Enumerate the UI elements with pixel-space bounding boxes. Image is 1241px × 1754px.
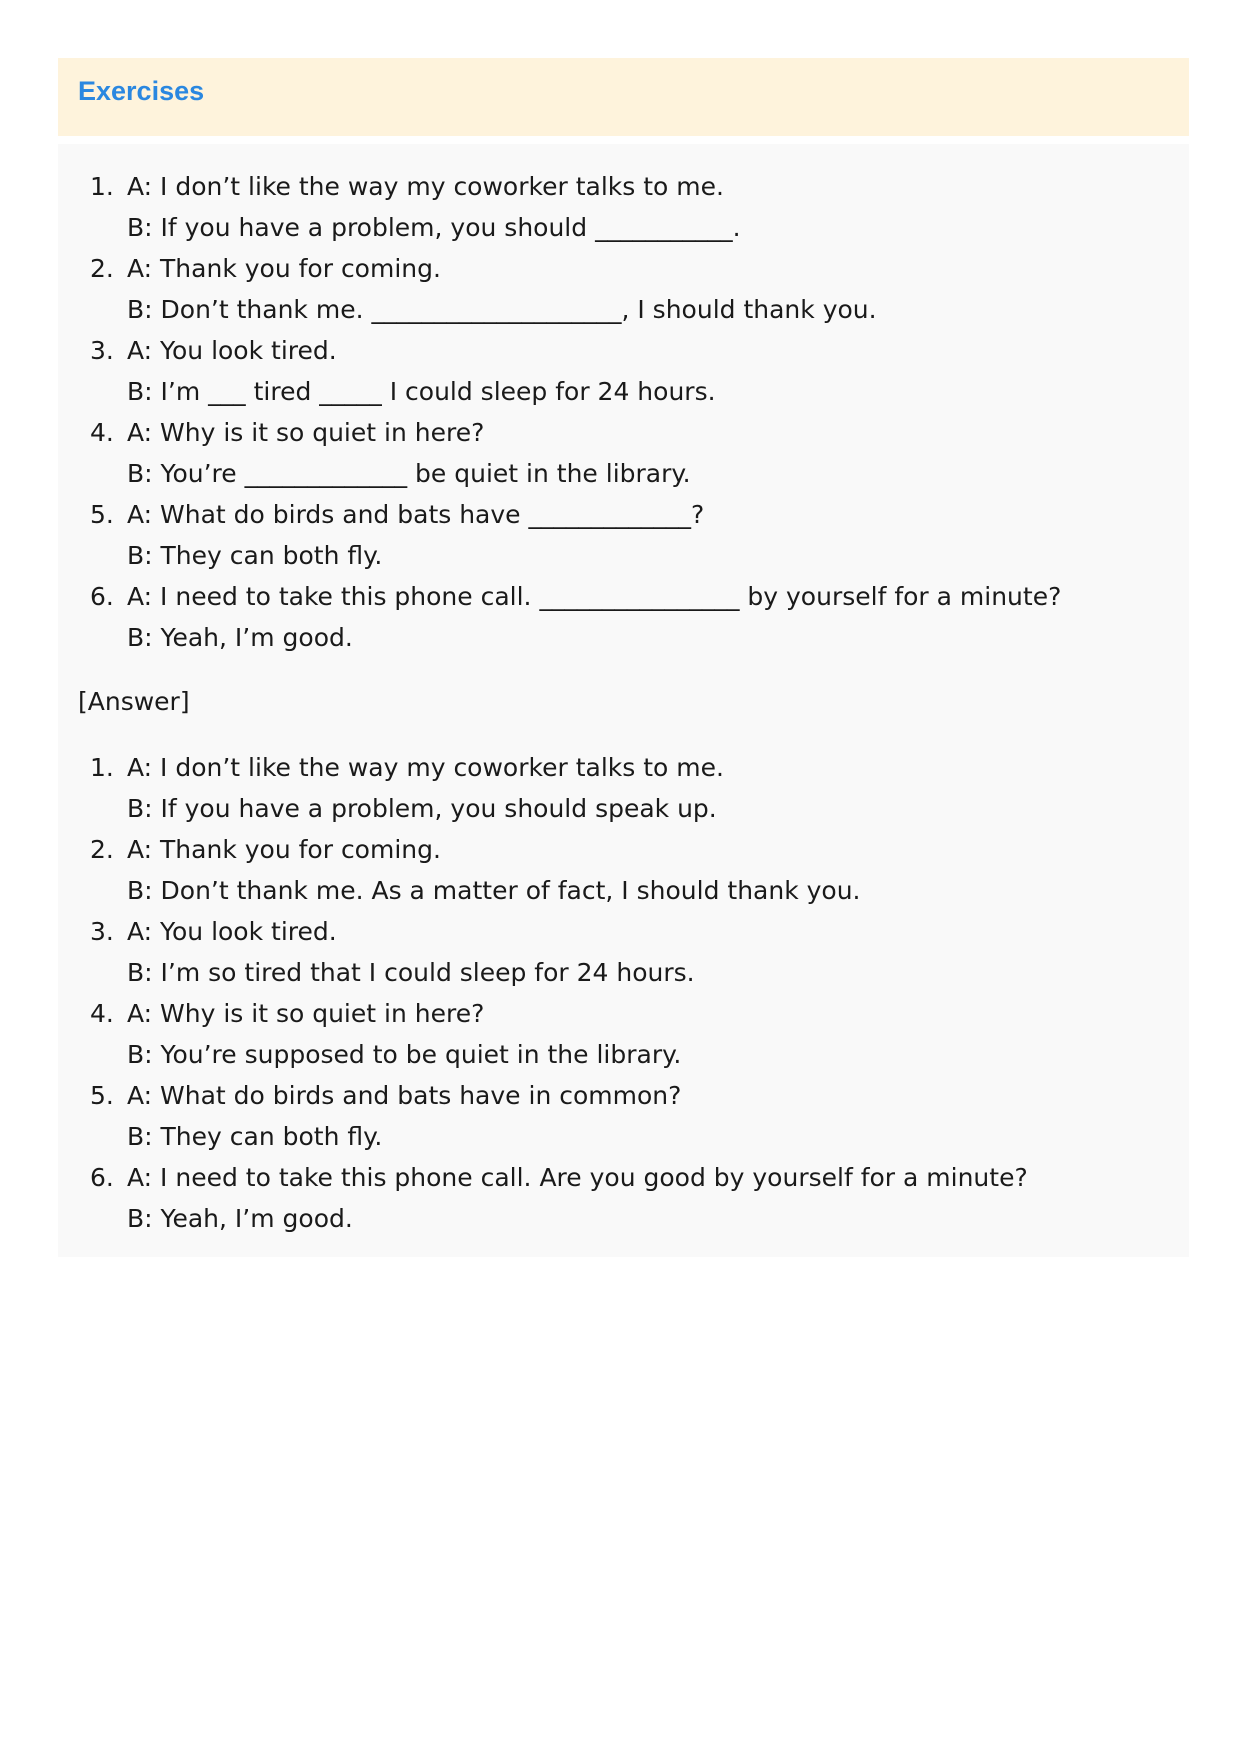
line-a: A: I need to take this phone call. ________________ by yourself for a minute? bbox=[127, 582, 1062, 611]
item-number: 6. bbox=[90, 1163, 114, 1192]
item-number: 4. bbox=[90, 999, 114, 1028]
line-a: A: I need to take this phone call. Are you good by yourself for a minute? bbox=[127, 1163, 1028, 1192]
list-item bbox=[58, 330, 1189, 412]
exercises-content bbox=[58, 144, 1189, 1257]
line-a: A: What do birds and bats have in common? bbox=[127, 1081, 682, 1110]
line-b: B: Don’t thank me. As a matter of fact, I should thank you. bbox=[127, 876, 861, 905]
list-item bbox=[58, 1157, 1189, 1239]
line-a: A: I don’t like the way my coworker talks to me. bbox=[127, 172, 724, 201]
item-number: 2. bbox=[90, 835, 114, 864]
exercises-header bbox=[58, 58, 1189, 136]
line-a: A: Thank you for coming. bbox=[127, 835, 441, 864]
item-number: 5. bbox=[90, 500, 114, 529]
line-b: B: Yeah, I’m good. bbox=[127, 1204, 353, 1233]
list-item bbox=[58, 412, 1189, 494]
answer-label: [Answer] bbox=[78, 687, 190, 716]
line-b: B: They can both fly. bbox=[127, 1122, 383, 1151]
line-a: A: Why is it so quiet in here? bbox=[127, 418, 485, 447]
exercise-list bbox=[58, 166, 1189, 658]
line-a: A: You look tired. bbox=[127, 336, 337, 365]
line-a: A: You look tired. bbox=[127, 917, 337, 946]
line-b: B: If you have a problem, you should speak up. bbox=[127, 794, 717, 823]
line-a: A: Why is it so quiet in here? bbox=[127, 999, 485, 1028]
list-item bbox=[58, 166, 1189, 248]
line-a: A: I don’t like the way my coworker talks to me. bbox=[127, 753, 724, 782]
section-title: Exercises bbox=[78, 76, 205, 106]
list-item bbox=[58, 911, 1189, 993]
line-a: A: Thank you for coming. bbox=[127, 254, 441, 283]
answer-list bbox=[58, 747, 1189, 1239]
line-a: A: What do birds and bats have _____________? bbox=[127, 500, 705, 529]
line-b: B: They can both fly. bbox=[127, 541, 383, 570]
list-item bbox=[58, 576, 1189, 658]
item-number: 5. bbox=[90, 1081, 114, 1110]
list-item bbox=[58, 1075, 1189, 1157]
item-number: 4. bbox=[90, 418, 114, 447]
item-number: 3. bbox=[90, 917, 114, 946]
line-b: B: I’m ___ tired _____ I could sleep for 24 hours. bbox=[127, 377, 716, 406]
item-number: 3. bbox=[90, 336, 114, 365]
line-b: B: If you have a problem, you should ___________. bbox=[127, 213, 741, 242]
list-item bbox=[58, 494, 1189, 576]
item-number: 1. bbox=[90, 172, 114, 201]
line-b: B: Don’t thank me. ____________________, I should thank you. bbox=[127, 295, 877, 324]
item-number: 2. bbox=[90, 254, 114, 283]
item-number: 6. bbox=[90, 582, 114, 611]
line-b: B: You’re _____________ be quiet in the library. bbox=[127, 459, 691, 488]
line-b: B: I’m so tired that I could sleep for 24 hours. bbox=[127, 958, 695, 987]
list-item bbox=[58, 248, 1189, 330]
line-b: B: You’re supposed to be quiet in the library. bbox=[127, 1040, 682, 1069]
list-item bbox=[58, 993, 1189, 1075]
list-item bbox=[58, 829, 1189, 911]
line-b: B: Yeah, I’m good. bbox=[127, 623, 353, 652]
list-item bbox=[58, 747, 1189, 829]
item-number: 1. bbox=[90, 753, 114, 782]
